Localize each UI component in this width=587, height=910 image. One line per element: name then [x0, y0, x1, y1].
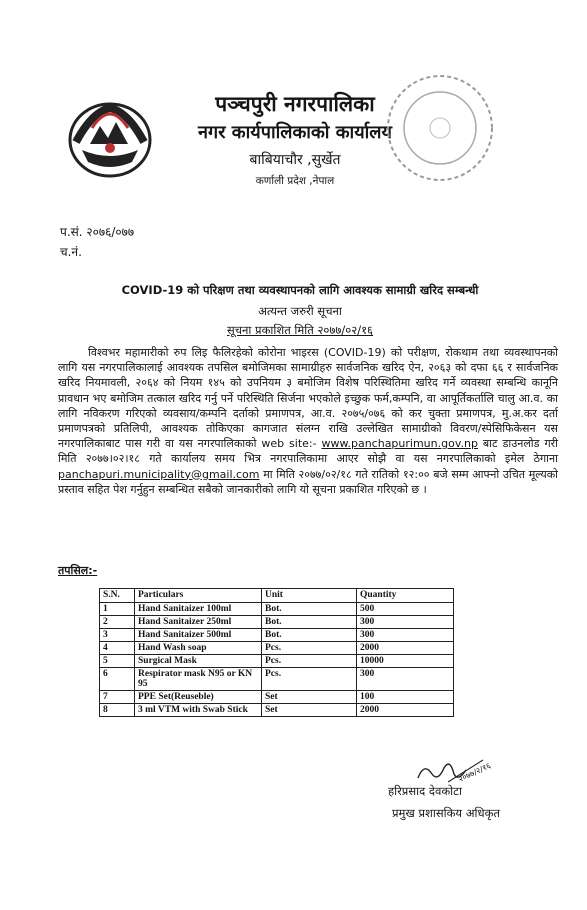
table-row: [100, 616, 454, 629]
cell-unit: Bot.: [262, 603, 357, 616]
website-link[interactable]: www.panchapurimun.gov.np: [321, 437, 478, 451]
cell-particulars: Hand Sanitaizer 100ml: [135, 603, 262, 616]
cell-particulars: PPE Set(Reuseble): [135, 691, 262, 704]
table-row: [100, 629, 454, 642]
cell-sn: 2: [100, 616, 135, 629]
cell-quantity: 300: [357, 668, 454, 691]
schedule-heading: तपसिल:-: [58, 564, 98, 577]
cell-quantity: 500: [357, 603, 454, 616]
cell-unit: Bot.: [262, 629, 357, 642]
notice-publish-date: सूचना प्रकाशित मिति २०७७/०२/१६: [226, 323, 374, 337]
cell-quantity: 10000: [357, 655, 454, 668]
table-row: [100, 603, 454, 616]
cell-unit: Pcs.: [262, 642, 357, 655]
body-text-3: मा मिति २०७७/०२/१८ गते रातिको १२:०० बजे सम्म आफ्नो उचित मूल्यको प्रस्ताव सहित पेश गर्नुहुन सम्बन्धित सबैको जानकारीको लागि यो सूचना प्रकाशित गरिएको छ ।: [58, 467, 558, 496]
items-table: [99, 588, 454, 717]
cell-unit: Set: [262, 704, 357, 717]
notice-body: [58, 345, 558, 497]
svg-text:२०७७/२/१६: २०७७/२/१६: [457, 761, 493, 784]
col-header-unit: Unit: [262, 589, 357, 603]
email-link[interactable]: panchapuri.municipality@gmail.com: [58, 467, 260, 481]
table-row: [100, 642, 454, 655]
cell-sn: 8: [100, 704, 135, 717]
letter-ref-number: प.सं. २०७६/०७७: [60, 225, 135, 239]
col-header-particulars: Particulars: [135, 589, 262, 603]
col-header-sn: S.N.: [100, 589, 135, 603]
office-stamp-seal: [382, 70, 498, 186]
notice-subject: COVID-19 को परिक्षण तथा व्यवस्थापनको लागि आवश्यक सामाग्री खरिद सम्बन्धी: [121, 283, 479, 297]
cell-quantity: 100: [357, 691, 454, 704]
signatory-name: हरिप्रसाद देवकोटा: [388, 784, 462, 798]
municipality-emblem-icon: [62, 92, 158, 182]
col-header-quantity: Quantity: [357, 589, 454, 603]
cell-particulars: Hand Sanitaizer 250ml: [135, 616, 262, 629]
table-row: [100, 668, 454, 691]
table-row: [100, 704, 454, 717]
cell-unit: Set: [262, 691, 357, 704]
body-text-2: बाट डाउनलोड गरी मिति २०७७।०२।१८ गते कार्यालय समय भित्र नगरपालिकामा आएर सोझै वा यस नगरपालिकाको इमेल ठेगाना: [58, 437, 558, 466]
dispatch-number: च.नं.: [60, 245, 82, 259]
office-province: कर्णाली प्रदेश ,नेपाल: [255, 175, 335, 187]
cell-unit: Pcs.: [262, 668, 357, 691]
cell-unit: Pcs.: [262, 655, 357, 668]
office-address: बाबियाचौर ,सुर्खेत: [249, 152, 341, 168]
cell-unit: Bot.: [262, 616, 357, 629]
notice-urgency: अत्यन्त जरुरी सूचना: [258, 304, 342, 318]
cell-sn: 6: [100, 668, 135, 691]
body-text-1: विश्वभर महामारीको रुप लिइ फैलिरहेको कोरोना भाइरस (COVID-19) को परीक्षण, रोकथाम तथा व्यवस्थापनको लागि यस नगरपालिकालाई आवश्यक तपसिल बमोजिमका सामाग्रीहरु सार्वजनिक खरिद ऐन, २०६३ को दफा ६६ र सार्वजनिक खरिद नियमावली, २०६४ को नियम १४५ को उपनियम ३ बमोजिम विशेष परिस्थितिमा खरिद गर्ने व्यवस्था सम्बन्धि कानूनि प्रावधान भए बमोजिम तत्काल खरिद गर्नु पर्ने परिस्थिति सिर्जना भएकोले इच्छुक फर्म,कम्पनि, वा आपूर्तिकर्तालि चालु आ.व. का लागि नविकरण गरिएको व्यवसाय/कम्पनि दर्ताको प्रमाणपत्र, आ.व. २०७५/०७६ को कर चुक्ता प्रमाणपत्र, मु.अ.कर दर्ता प्रमाणपत्रको प्रतिलिपी, आवश्यक तोकिएका कागजात संलग्न राखि उल्लेखित सामाग्रीको विवरण/स्पेसिफिकेसन यस नगरपालिकाबाट पास गरी वा यस नगरपालिकाको web site:-: [58, 346, 558, 451]
cell-sn: 4: [100, 642, 135, 655]
cell-sn: 3: [100, 629, 135, 642]
office-name: नगर कार्यपालिकाको कार्यालय: [198, 122, 392, 143]
table-row: [100, 655, 454, 668]
cell-sn: 5: [100, 655, 135, 668]
cell-particulars: Surgical Mask: [135, 655, 262, 668]
cell-particulars: Hand Sanitaizer 500ml: [135, 629, 262, 642]
table-row: [100, 691, 454, 704]
cell-quantity: 2000: [357, 704, 454, 717]
cell-quantity: 300: [357, 616, 454, 629]
cell-quantity: 300: [357, 629, 454, 642]
cell-sn: 1: [100, 603, 135, 616]
cell-sn: 7: [100, 691, 135, 704]
cell-particulars: Hand Wash soap: [135, 642, 262, 655]
table-header-row: [100, 589, 454, 603]
cell-quantity: 2000: [357, 642, 454, 655]
cell-particulars: 3 ml VTM with Swab Stick: [135, 704, 262, 717]
signatory-title: प्रमुख प्रशासकिय अधिकृत: [392, 806, 500, 820]
cell-particulars: Respirator mask N95 or KN 95: [135, 668, 262, 691]
org-name: पञ्चपुरी नगरपालिका: [215, 92, 375, 116]
